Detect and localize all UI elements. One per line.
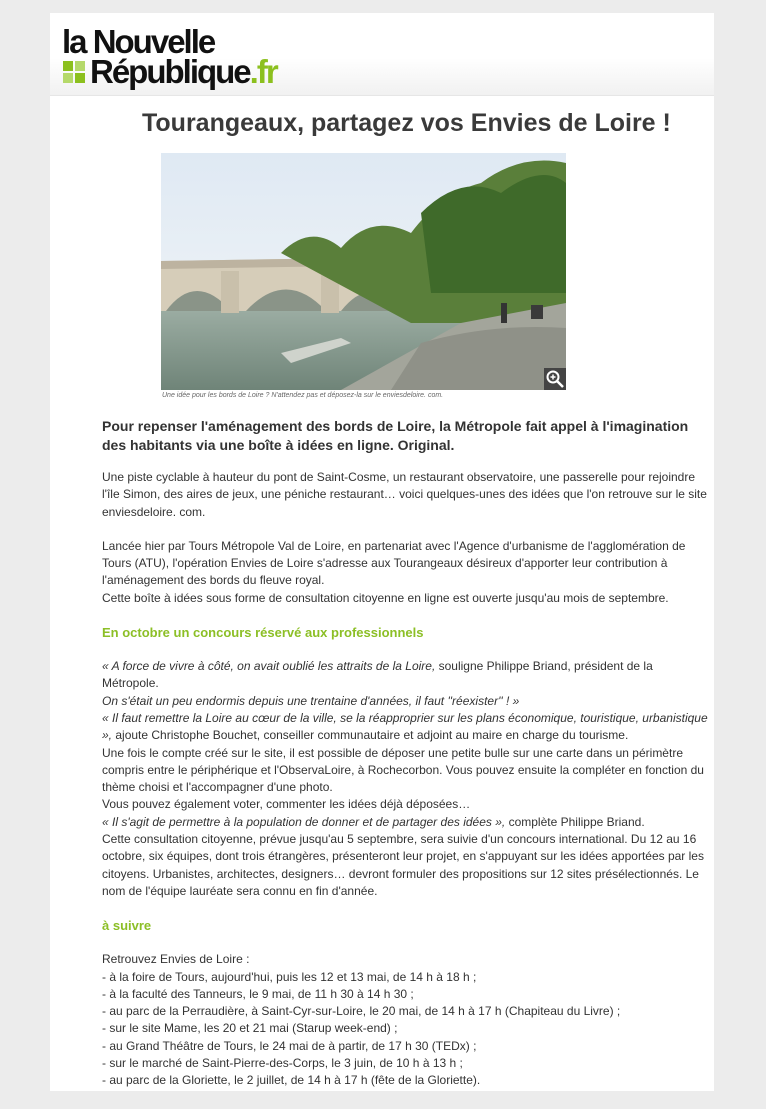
- quote-attribution: complète Philippe Briand.: [505, 814, 645, 829]
- paragraph: Vous pouvez également voter, commenter les idées déjà déposées…: [102, 797, 471, 812]
- article-title: Tourangeaux, partagez vos Envies de Loire !: [142, 109, 671, 137]
- article-page: [50, 13, 714, 1091]
- list-item: - à la faculté des Tanneurs, le 9 mai, de 11 h 30 à 14 h 30 ;: [102, 986, 414, 1001]
- logo-line-1: la Nouvelle: [62, 23, 215, 60]
- paragraph: Cette consultation citoyenne, prévue jusqu'au 5 septembre, sera suivie d'un concours international. Du 12 au 16 octobre, six équipes, dont trois étrangères, présenteront leur projet, en s'appuyant sur les idées apportées par les citoyens. Urbanistes, architectes, designers… devront formuler des propositions sur 12 sites présélectionnés. Le nom de l'équipe lauréate sera connu en fin d'année.: [102, 832, 704, 898]
- zoom-button[interactable]: [544, 368, 566, 390]
- paragraph: Cette boîte à idées sous forme de consultation citoyenne en ligne est ouverte jusqu'au mois de septembre.: [102, 590, 669, 605]
- paragraph: Une piste cyclable à hauteur du pont de Saint-Cosme, un restaurant observatoire, une passerelle pour rejoindre l'île Simon, des aires de jeux, une péniche restaurant… voici quelques-unes des idées que l'on retrouve sur le site enviesdeloire. com.: [102, 470, 707, 519]
- site-logo[interactable]: [62, 25, 322, 91]
- site-header: [50, 13, 714, 96]
- paragraph: Lancée hier par Tours Métropole Val de Loire, en partenariat avec l'Agence d'urbanisme de l'agglomération de Tours (ATU), l'opération Envies de Loire s'adresse aux Tourangeaux désireux d'apporter leur contribution à l'aménagement des bords du fleuve royal.: [102, 538, 686, 588]
- list-item: - au Grand Théâtre de Tours, le 24 mai de à partir, de 17 h 30 (TEDx) ;: [102, 1038, 477, 1053]
- logo-mark-icon: [62, 60, 86, 84]
- article-lead: Pour repenser l'aménagement des bords de Loire, la Métropole fait appel à l'imagination des habitants via une boîte à idées en ligne. Original.: [102, 418, 689, 453]
- article-photo[interactable]: [161, 153, 566, 390]
- article-body: [102, 417, 712, 1090]
- list-item: - sur le site Mame, les 20 et 21 mai (Starup week-end) ;: [102, 1021, 398, 1036]
- list-item: - au parc de la Gloriette, le 2 juillet, de 14 h à 17 h (fête de la Gloriette).: [102, 1073, 481, 1088]
- quote-paragraph: [102, 814, 712, 831]
- quote: On s'était un peu endormis depuis une trentaine d'années, il faut ''réexister'' ! »: [102, 693, 520, 708]
- quote: « Il faut remettre la Loire au cœur de la ville, se la réapproprier sur les plans économique, touristique, urbanistique »,: [102, 710, 708, 743]
- logo-line-2: [90, 55, 277, 88]
- quote-attribution: souligne Philippe Briand, président de la Métropole.: [102, 659, 653, 691]
- logo-tld: .fr: [249, 53, 277, 90]
- subheading: à suivre: [102, 918, 152, 934]
- list-item: - sur le marché de Saint-Pierre-des-Corps, le 3 juin, de 10 h à 13 h ;: [102, 1056, 463, 1071]
- list-item: - à la foire de Tours, aujourd'hui, puis les 12 et 13 mai, de 14 h à 18 h ;: [102, 969, 477, 984]
- photo-caption: Une idée pour les bords de Loire ? N'attendez pas et déposez-la sur le enviesdeloire. com.: [162, 392, 444, 399]
- quote-attribution: ajoute Christophe Bouchet, conseiller communautaire et adjoint au maire en charge du tourisme.: [112, 728, 629, 743]
- paragraph: Une fois le compte créé sur le site, il est possible de déposer une petite bulle sur une carte dans un périmètre compris entre le périphérique et l'ObservaLoire, à Rochecorbon. Vous pouvez ensuite la compléter en fonction du thème choisi et l'accompagner d'une photo.: [102, 745, 704, 795]
- logo-republique: République: [90, 53, 250, 90]
- quote-paragraph: [102, 658, 712, 693]
- quote: « Il s'agit de permettre à la population de donner et de partager des idées »,: [102, 814, 506, 829]
- zoom-in-icon: [544, 368, 566, 390]
- photo-loire-bridge: [161, 153, 566, 390]
- subheading: En octobre un concours réservé aux professionnels: [102, 625, 424, 641]
- quote-paragraph: [102, 710, 712, 745]
- list-intro: Retrouvez Envies de Loire :: [102, 952, 250, 967]
- quote: « A force de vivre à côté, on avait oublié les attraits de la Loire,: [102, 659, 436, 674]
- list-item: - au parc de la Perraudière, à Saint-Cyr-sur-Loire, le 20 mai, de 14 h à 17 h (Chapiteau du Livre) ;: [102, 1004, 621, 1019]
